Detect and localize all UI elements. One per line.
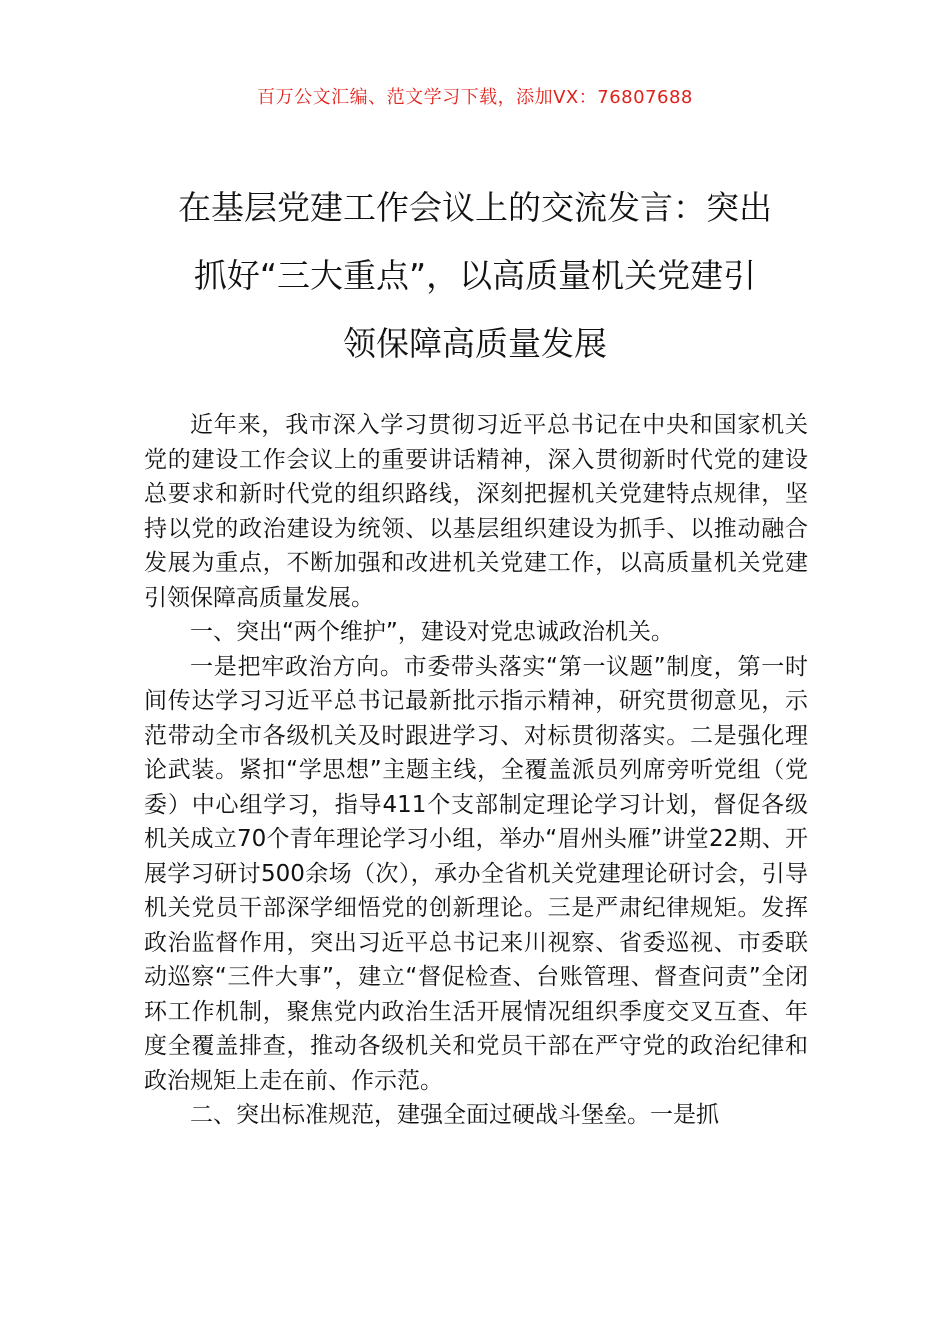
document-title <box>130 174 820 378</box>
paragraph-intro: 近年来，我市深入学习贯彻习近平总书记在中央和国家机关党的建设工作会议上的重要讲话精神，深入贯彻新时代党的建设总要求和新时代党的组织路线，深刻把握机关党建特点规律，坚持以党的政治建设为统领、以基层组织建设为抓手、以推动融合发展为重点，不断加强和改进机关党建工作，以高质量机关党建引领保障高质量发展。 <box>144 412 808 611</box>
document-body <box>144 408 808 1133</box>
paragraph-section-1: 一是把牢政治方向。市委带头落实“第一议题”制度，第一时间传达学习习近平总书记最新批示指示精神，研究贯彻意见，示范带动全市各级机关及时跟进学习、对标贯彻落实。二是强化理论武装。紧扣“学思想”主题主线，全覆盖派员列席旁听党组（党委）中心组学习，指导411个支部制定理论学习计划，督促各级机关成立70个青年理论学习小组，举办“眉州头雁”讲堂22期、开展学习研讨500余场（次），承办全省机关党建理论研讨会，引导机关党员干部深学细悟党的创新理论。三是严肃纪律规矩。发挥政治监督作用，突出习近平总书记来川视察、省委巡视、市委联动巡察“三件大事”，建立“督促检查、台账管理、督查问责”全闭环工作机制，聚焦党内政治生活开展情况组织季度交叉互查、年度全覆盖排查，推动各级机关和党员干部在严守党的政治纪律和政治规矩上走在前、作示范。 <box>144 653 808 1094</box>
title-line-2: 抓好“三大重点”，以高质量机关党建引 <box>193 256 757 295</box>
title-line-3: 领保障高质量发展 <box>343 324 607 363</box>
watermark-banner: 百万公文汇编、范文学习下载，添加VX：76807688 <box>257 87 693 108</box>
title-line-1: 在基层党建工作会议上的交流发言：突出 <box>178 188 772 227</box>
section-heading-1: 一、突出“两个维护”，建设对党忠诚政治机关。 <box>190 619 674 645</box>
section-heading-2: 二、突出标准规范，建强全面过硬战斗堡垒。一是抓 <box>190 1102 719 1128</box>
